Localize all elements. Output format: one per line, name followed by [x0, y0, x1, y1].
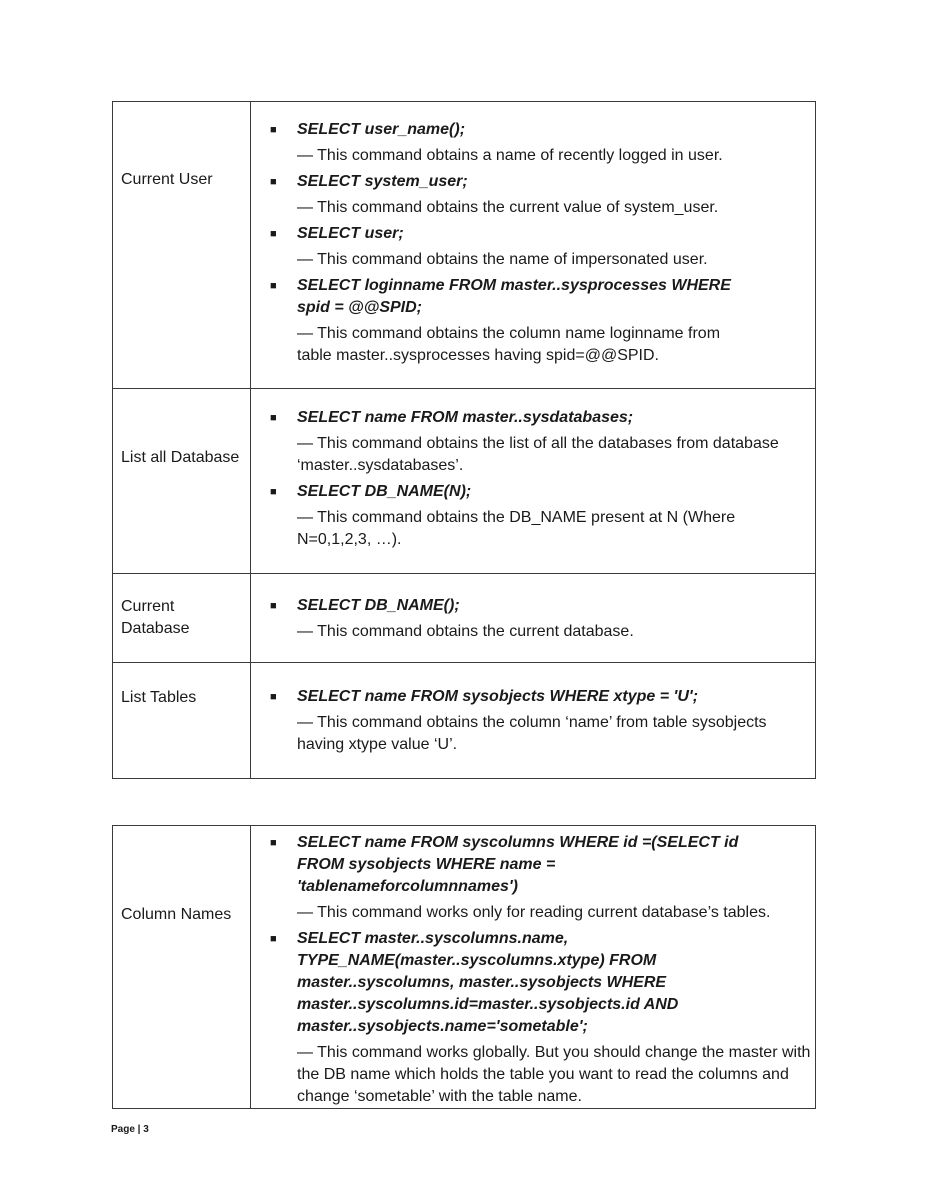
- row-content-cell: [251, 826, 816, 1109]
- sql-command: ■ SELECT master..syscolumns.name, TYPE_NAME(master..syscolumns.xtype) FROM master..syscolumns, master..sysobjects WHERE master..syscolumns.id=master..sysobjects.id AND master..sysobjects.name='sometable';: [270, 930, 679, 1035]
- row-label-cell: [113, 574, 251, 663]
- table-row: [113, 826, 816, 1109]
- list-item: [270, 928, 812, 1108]
- bullet-icon: ■: [270, 933, 277, 945]
- sql-command: ■ SELECT DB_NAME(N);: [297, 481, 807, 503]
- command-description: — This command obtains the DB_NAME present at N (Where N=0,1,2,3, …).: [297, 509, 736, 548]
- row-label: Current Database: [121, 598, 190, 637]
- list-item: [270, 171, 737, 219]
- row-content-cell: [251, 574, 816, 663]
- sql-command: ■ SELECT name FROM syscolumns WHERE id =(SELECT id FROM sysobjects WHERE name = 'tablenameforcolumnnames'): [270, 834, 739, 895]
- table-row: [113, 663, 816, 779]
- command-description: — This command obtains the name of impersonated user.: [297, 251, 708, 268]
- list-item: [270, 686, 802, 756]
- bullet-icon: ■: [270, 600, 277, 612]
- bullet-icon: ■: [270, 176, 277, 188]
- sql-command: ■ SELECT loginname FROM master..sysprocesses WHERE spid = @@SPID;: [270, 277, 731, 316]
- list-item: [270, 223, 737, 271]
- command-description: — This command obtains a name of recently logged in user.: [297, 147, 723, 164]
- row-label: List all Database: [121, 449, 240, 466]
- page-number: Page | 3: [111, 1124, 149, 1135]
- bullet-icon: ■: [270, 280, 277, 292]
- row-label: List Tables: [121, 689, 197, 706]
- command-description: — This command obtains the current value of system_user.: [297, 199, 719, 216]
- row-content-cell: [251, 102, 816, 389]
- list-item: [270, 481, 807, 551]
- list-item: [270, 595, 807, 643]
- row-label-cell: [113, 389, 251, 574]
- list-item: [270, 832, 771, 924]
- command-description: — This command obtains the column ‘name’ from table sysobjects having xtype value ‘U’.: [297, 714, 767, 753]
- sql-command: ■ SELECT name FROM sysobjects WHERE xtype = 'U';: [297, 686, 802, 708]
- sql-command: ■ SELECT user_name();: [297, 119, 737, 141]
- table-row: [113, 574, 816, 663]
- sql-command: ■ SELECT user;: [297, 223, 737, 245]
- bullet-icon: ■: [270, 124, 277, 136]
- bullet-icon: ■: [270, 837, 277, 849]
- bullet-icon: ■: [270, 228, 277, 240]
- command-description: — This command obtains the list of all the databases from database ‘master..sysdatabases’.: [297, 435, 779, 474]
- sql-cheatsheet-table-2: [112, 825, 816, 1109]
- list-item: [270, 119, 737, 167]
- sql-command: ■ SELECT system_user;: [297, 171, 737, 193]
- bullet-icon: ■: [270, 691, 277, 703]
- list-item: [270, 407, 807, 477]
- list-item: [270, 275, 737, 367]
- table-row: [113, 389, 816, 574]
- command-description: — This command works only for reading current database’s tables.: [297, 904, 771, 921]
- row-label-cell: [113, 826, 251, 1109]
- row-label: Column Names: [121, 906, 232, 923]
- sql-command: ■ SELECT DB_NAME();: [297, 595, 807, 617]
- row-content-cell: [251, 663, 816, 779]
- command-description: — This command obtains the current database.: [297, 623, 634, 640]
- row-content-cell: [251, 389, 816, 574]
- command-description: — This command obtains the column name loginname from table master..sysprocesses having spid=@@SPID.: [297, 325, 721, 364]
- sql-command: ■ SELECT name FROM master..sysdatabases;: [297, 407, 807, 429]
- table-row: [113, 102, 816, 389]
- row-label-cell: [113, 663, 251, 779]
- sql-cheatsheet-table-1: [112, 101, 816, 779]
- row-label: Current User: [121, 171, 213, 188]
- row-label-cell: [113, 102, 251, 389]
- command-description: — This command works globally. But you should change the master with the DB name which holds the table you want to read the columns and change ‘sometable’ with the table name.: [297, 1044, 811, 1105]
- bullet-icon: ■: [270, 486, 277, 498]
- bullet-icon: ■: [270, 412, 277, 424]
